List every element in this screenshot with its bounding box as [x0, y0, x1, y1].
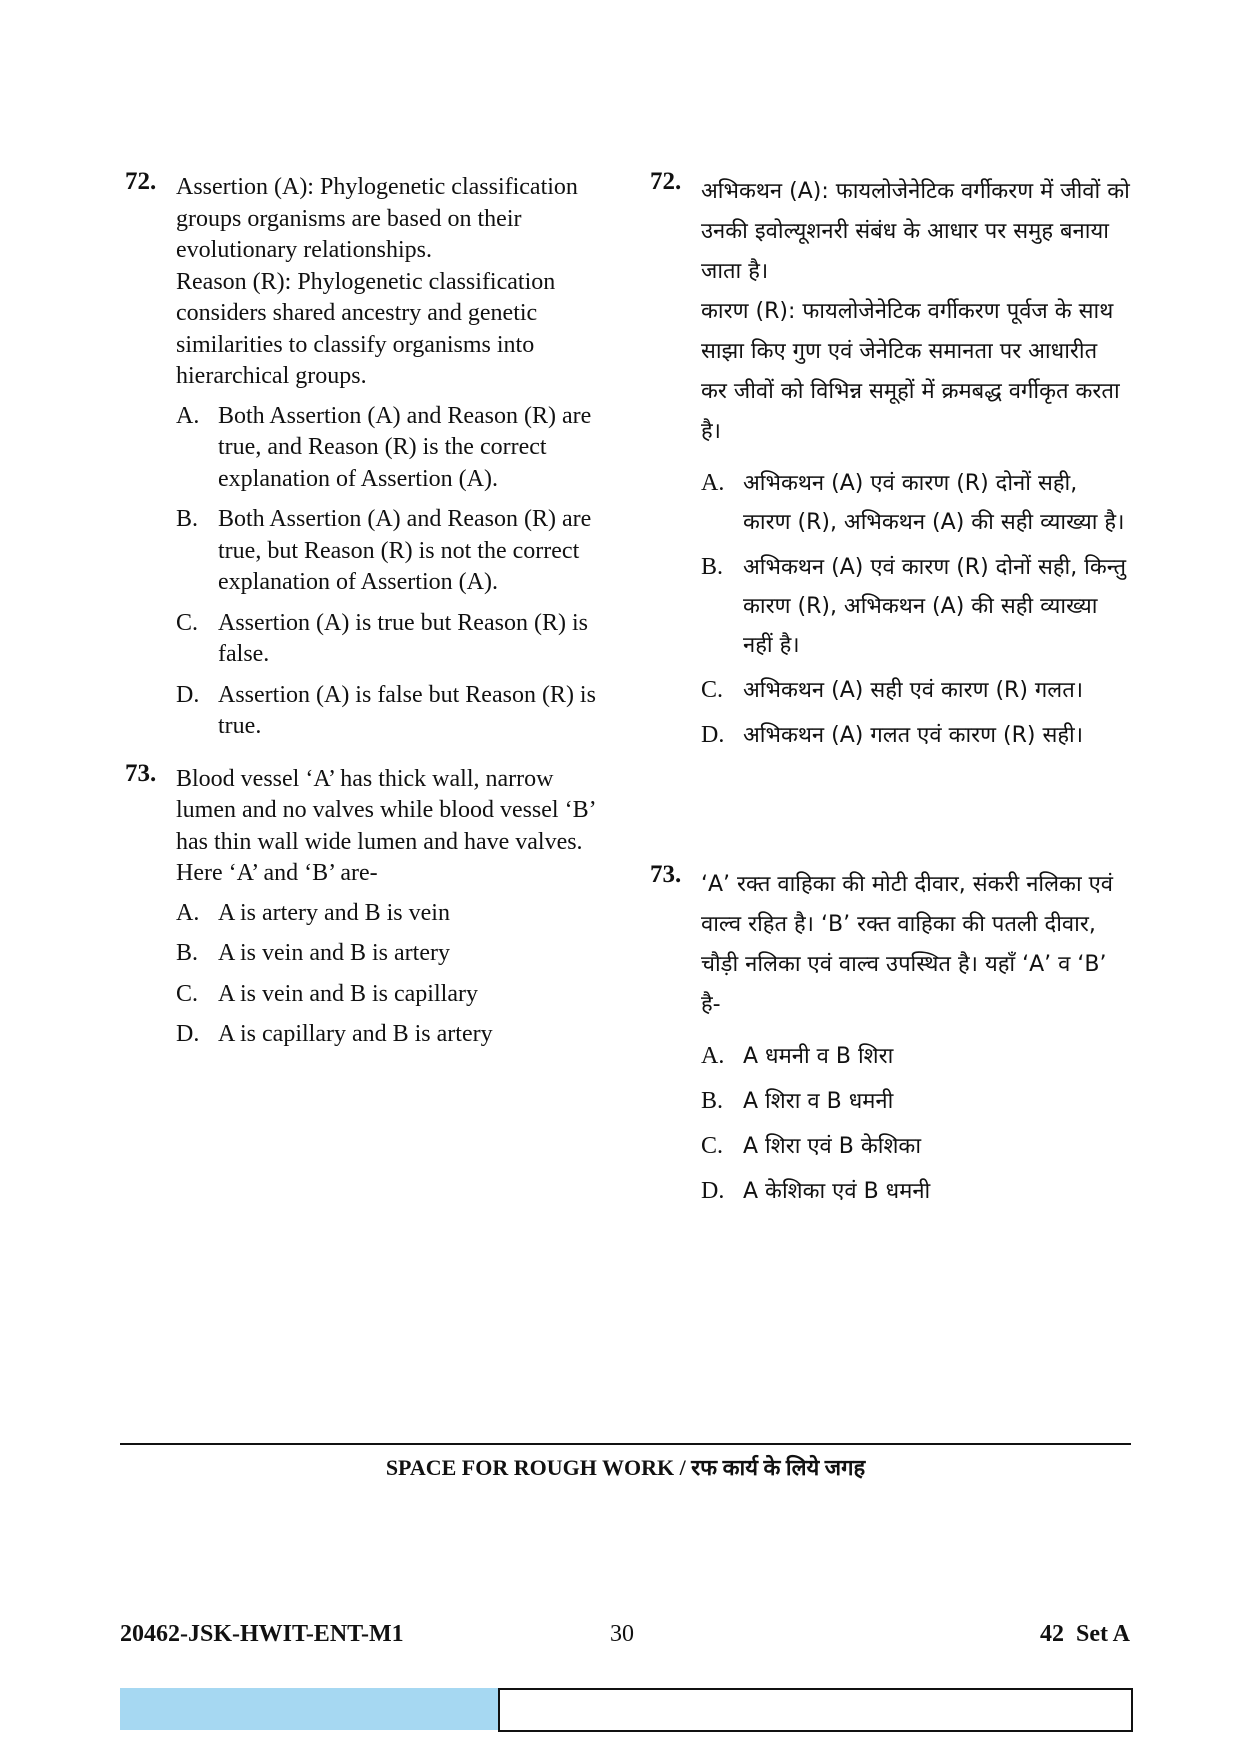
option-text: Both Assertion (A) and Reason (R) are true, and Reason (R) is the correct explanation of Assertion (A).: [218, 402, 592, 492]
rough-work-label: SPACE FOR ROUGH WORK / रफ कार्य के लिये जगह: [385, 1455, 866, 1480]
question-text: [176, 764, 605, 890]
option-text: अभिकथन (A) एवं कारण (R) दोनों सही, कारण (R), अभिकथन (A) की सही व्याख्या है।: [743, 471, 1125, 535]
question-number: 73.: [125, 759, 157, 787]
option-d: [176, 1019, 605, 1051]
question-text: [701, 865, 1130, 1025]
options-list: [176, 401, 605, 743]
option-letter: C.: [701, 1133, 724, 1159]
question-number: 73.: [650, 861, 682, 888]
option-letter: B.: [701, 554, 724, 580]
hindi-column: [650, 168, 1130, 1217]
option-c: [176, 608, 605, 671]
option-letter: A.: [176, 899, 200, 926]
question-number: 72.: [650, 168, 682, 195]
set-label: 42 Set A: [1040, 1621, 1130, 1647]
question-number: 72.: [125, 168, 157, 195]
option-b: [701, 548, 1130, 665]
option-c: [176, 979, 605, 1011]
option-text: Assertion (A) is true but Reason (R) is false.: [218, 609, 588, 667]
paper-code: 20462-JSK-HWIT-ENT-M1: [120, 1621, 404, 1647]
assertion-text: अभिकथन (A): फायलोजेनेटिक वर्गीकरण में जीवों को उनकी इवोल्यूशनरी संबंध के आधार पर समुह बनाया जाता है।: [701, 179, 1130, 284]
option-text: अभिकथन (A) गलत एवं कारण (R) सही।: [743, 723, 1084, 748]
option-text: A is vein and B is capillary: [218, 980, 478, 1007]
option-text: A is artery and B is vein: [218, 899, 450, 926]
english-column: [125, 168, 605, 1060]
option-letter: C.: [176, 609, 199, 636]
option-text: A शिरा एवं B केशिका: [743, 1134, 922, 1159]
option-letter: B.: [176, 940, 199, 966]
question-72-hi: [650, 168, 1130, 755]
rough-work-divider: [120, 1443, 1131, 1445]
option-text: Both Assertion (A) and Reason (R) are true, but Reason (R) is not the correct explanation of Assertion (A).: [218, 506, 592, 595]
option-letter: C.: [701, 677, 724, 703]
reason-text: कारण (R): फायलोजेनेटिक वर्गीकरण पूर्वज के साथ साझा किए गुण एवं जेनेटिक समानता पर आधारीत कर जीवों को विभिन्न समूहों में क्रमबद्ध वर्गीकृत करता है।: [701, 299, 1120, 444]
footer-blue-bar: [120, 1688, 498, 1730]
question-72-en: [125, 168, 605, 743]
option-b: [176, 938, 605, 970]
option-text: Assertion (A) is false but Reason (R) is true.: [218, 681, 596, 739]
question-text: [701, 172, 1130, 452]
option-text: A शिरा व B धमनी: [743, 1089, 894, 1114]
option-text: अभिकथन (A) एवं कारण (R) दोनों सही, किन्तु कारण (R), अभिकथन (A) की सही व्याख्या नहीं है।: [743, 555, 1127, 658]
option-letter: D.: [701, 722, 725, 748]
option-a: [176, 401, 605, 496]
option-letter: D.: [701, 1178, 725, 1204]
question-73-hi: [650, 861, 1130, 1211]
option-a: [176, 898, 605, 930]
option-letter: C.: [176, 980, 199, 1007]
reason-text: Reason (R): Phylogenetic classification considers shared ancestry and genetic similarities to classify organisms into hierarchical groups.: [176, 268, 556, 389]
question-stem: ‘A’ रक्त वाहिका की मोटी दीवार, संकरी नलिका एवं वाल्व रहित है। ‘B’ रक्त वाहिका की पतली दीवार, चौड़ी नलिका एवं वाल्व उपस्थित है। यहाँ ‘A’ व ‘B’ है-: [701, 872, 1114, 1017]
options-list: [701, 1037, 1130, 1211]
option-b: [701, 1082, 1130, 1121]
assertion-text: Assertion (A): Phylogenetic classification groups organisms are based on their evolutionary relationships.: [176, 174, 578, 263]
option-text: A केशिका एवं B धमनी: [743, 1179, 931, 1204]
question-text: [176, 172, 605, 393]
option-text: A is vein and B is artery: [218, 940, 450, 966]
option-c: [701, 1127, 1130, 1166]
option-text: A is capillary and B is artery: [218, 1021, 493, 1047]
option-letter: A.: [701, 470, 725, 496]
option-letter: D.: [176, 681, 200, 708]
options-list: [701, 464, 1130, 755]
question-stem: Blood vessel ‘A’ has thick wall, narrow lumen and no valves while blood vessel ‘B’ has thin wall wide lumen and have valves. Here ‘A’ and ‘B’ are-: [176, 765, 595, 886]
option-a: [701, 464, 1130, 542]
option-a: [701, 1037, 1130, 1076]
page-number: 30: [610, 1621, 634, 1647]
option-letter: B.: [176, 506, 199, 532]
option-letter: B.: [701, 1088, 724, 1114]
option-text: अभिकथन (A) सही एवं कारण (R) गलत।: [743, 678, 1084, 703]
option-letter: A.: [176, 402, 200, 429]
option-d: [701, 1172, 1130, 1211]
footer-empty-box: [498, 1688, 1133, 1732]
question-73-en: [125, 759, 605, 1051]
option-letter: A.: [701, 1043, 725, 1069]
options-list: [176, 898, 605, 1051]
option-d: [176, 680, 605, 743]
option-b: [176, 504, 605, 599]
option-d: [701, 716, 1130, 755]
option-c: [701, 671, 1130, 710]
option-text: A धमनी व B शिरा: [743, 1044, 894, 1069]
option-letter: D.: [176, 1021, 200, 1047]
